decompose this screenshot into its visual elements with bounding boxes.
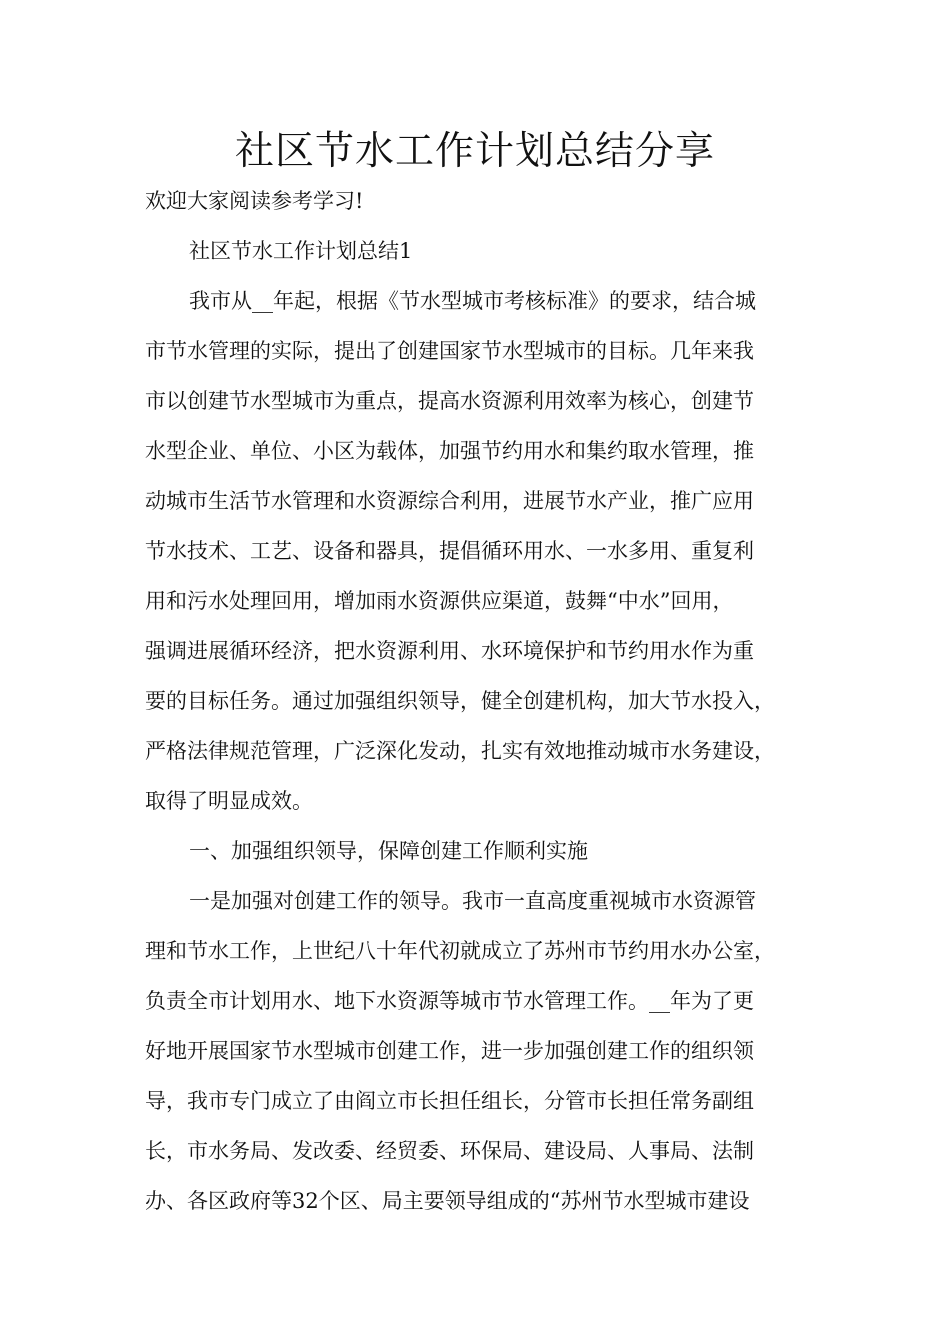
paragraph-line: 一是加强对创建工作的领导。我市一直高度重视城市水资源管 (189, 889, 756, 913)
paragraph-line: 水型企业、单位、小区为载体，加强节约用水和集约取水管理，推 (145, 439, 754, 463)
paragraph-line: 我市从__年起，根据《节水型城市考核标准》的要求，结合城 (189, 289, 756, 313)
paragraph-line: 负责全市计划用水、地下水资源等城市节水管理工作。__年为了更 (145, 989, 754, 1013)
paragraph-line: 严格法律规范管理，广泛深化发动，扎实有效地推动城市水务建设， (145, 739, 775, 763)
paragraph-line: 取得了明显成效。 (145, 789, 313, 813)
section-heading: 社区节水工作计划总结1 (189, 239, 413, 263)
paragraph-line: 用和污水处理回用，增加雨水资源供应渠道，鼓舞“中水”回用， (145, 589, 734, 613)
paragraph-line: 长，市水务局、发改委、经贸委、环保局、建设局、人事局、法制 (145, 1139, 754, 1163)
paragraph-line: 强调进展循环经济，把水资源利用、水环境保护和节约用水作为重 (145, 639, 754, 663)
paragraph-line: 市节水管理的实际，提出了创建国家节水型城市的目标。几年来我 (145, 339, 754, 363)
paragraph-line: 导，我市专门成立了由阎立市长担任组长，分管市长担任常务副组 (145, 1089, 754, 1113)
welcome-text: 欢迎大家阅读参考学习! (145, 189, 364, 213)
paragraph-line: 理和节水工作，上世纪八十年代初就成立了苏州市节约用水办公室， (145, 939, 775, 963)
paragraph-line: 动城市生活节水管理和水资源综合利用，进展节水产业，推广应用 (145, 489, 754, 513)
subheading: 一、加强组织领导，保障创建工作顺利实施 (189, 839, 588, 863)
paragraph-line: 节水技术、工艺、设备和器具，提倡循环用水、一水多用、重复利 (145, 539, 754, 563)
document-title: 社区节水工作计划总结分享 (234, 129, 715, 174)
paragraph-line: 要的目标任务。通过加强组织领导，健全创建机构，加大节水投入， (145, 689, 775, 713)
paragraph-line: 市以创建节水型城市为重点，提高水资源利用效率为核心，创建节 (145, 389, 754, 413)
paragraph-line: 办、各区政府等32个区、局主要领导组成的“苏州节水型城市建设 (145, 1189, 750, 1213)
paragraph-line: 好地开展国家节水型城市创建工作，进一步加强创建工作的组织领 (145, 1039, 754, 1063)
